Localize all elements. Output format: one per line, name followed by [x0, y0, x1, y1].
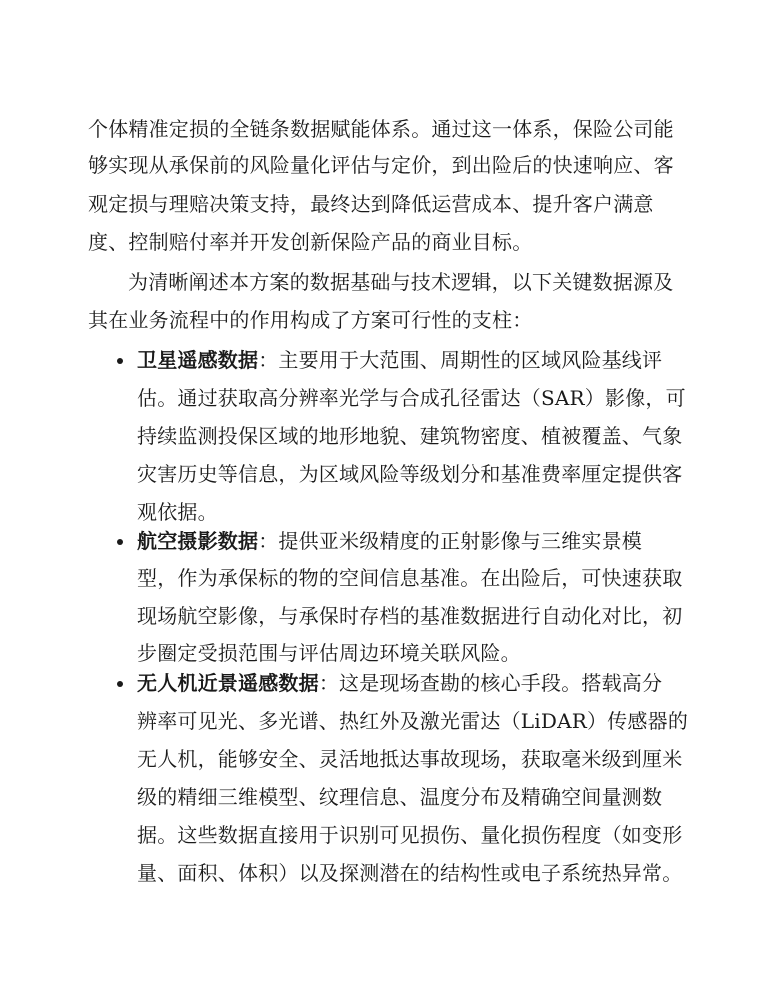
bullet-line: 据。这些数据直接用于识别可见损伤、量化损伤程度（如变形	[137, 823, 683, 847]
intro-line: 个体精准定损的全链条数据赋能体系。通过这一体系，保险公司能	[88, 117, 674, 141]
bullet-line: 现场航空影像，与承保时存档的基准数据进行自动化对比，初	[137, 604, 683, 628]
bullet-first-line	[137, 529, 642, 553]
bullet-first-line	[137, 671, 662, 695]
bullet-line: 观依据。	[137, 500, 218, 524]
paragraph-line: 为清晰阐述本方案的数据基础与技术逻辑，以下关键数据源及	[128, 270, 674, 294]
intro-line: 观定损与理赔决策支持，最终达到降低运营成本、提升客户满意	[88, 192, 654, 216]
bullet-line: 量、面积、体积）以及探测潜在的结构性或电子系统热异常。	[137, 861, 683, 885]
bullet-line: 无人机，能够安全、灵活地抵达事故现场，获取毫米级到厘米	[137, 747, 683, 771]
bullet-marker	[117, 539, 123, 545]
intro-line: 度、控制赔付率并开发创新保险产品的商业目标。	[88, 230, 533, 254]
bullet-line: 持续监测投保区域的地形地貌、建筑物密度、植被覆盖、气象	[137, 424, 683, 448]
intro-line: 够实现从承保前的风险量化评估与定价，到出险后的快速响应、客	[88, 153, 674, 177]
bullet-line: 步圈定受损范围与评估周边环境关联风险。	[137, 641, 521, 665]
bullet-term: 无人机近景遥感数据	[137, 671, 319, 695]
bullet-line: 级的精细三维模型、纹理信息、温度分布及精确空间量测数	[137, 785, 663, 809]
bullet-first-line	[137, 348, 662, 372]
bullet-line: 估。通过获取高分辨率光学与合成孔径雷达（SAR）影像，可	[137, 386, 686, 410]
bullet-line: 灾害历史等信息，为区域风险等级划分和基准费率厘定提供客	[137, 462, 683, 486]
bullet-marker	[117, 358, 123, 364]
paragraph-line: 其在业务流程中的作用构成了方案可行性的支柱：	[88, 308, 533, 332]
bullet-text: ：提供亚米级精度的正射影像与三维实景模	[258, 529, 643, 553]
bullet-term: 卫星遥感数据	[137, 348, 259, 372]
bullet-line: 型，作为承保标的物的空间信息基准。在出险后，可快速获取	[137, 566, 683, 590]
bullet-term: 航空摄影数据	[137, 529, 259, 553]
bullet-text: ：主要用于大范围、周期性的区域风险基线评	[258, 348, 663, 372]
bullet-text: ：这是现场查勘的核心手段。搭载高分	[318, 671, 663, 695]
bullet-marker	[117, 681, 123, 687]
bullet-line: 辨率可见光、多光谱、热红外及激光雷达（LiDAR）传感器的	[137, 709, 689, 733]
